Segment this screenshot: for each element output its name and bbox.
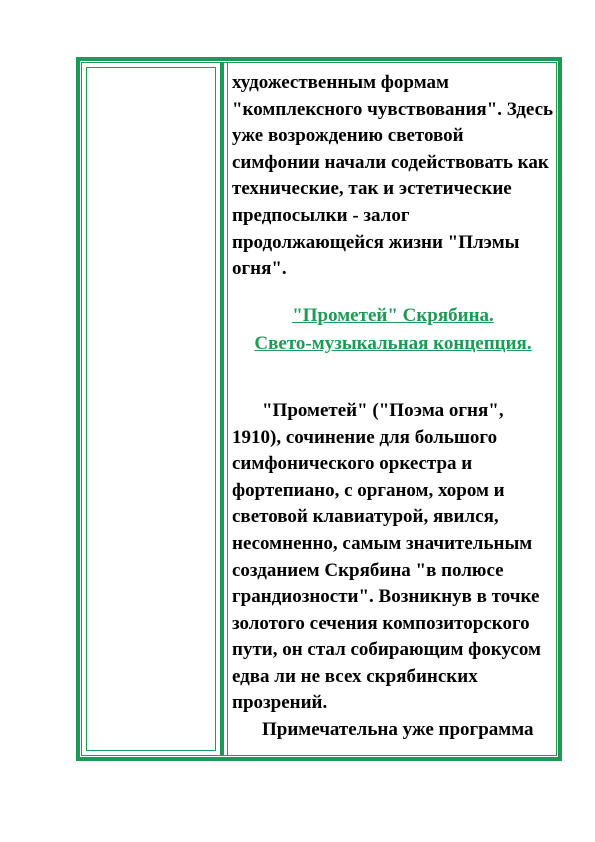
spacer [232, 358, 554, 398]
left-column-box [86, 67, 216, 751]
column-divider-thick [220, 62, 224, 756]
column-divider-thin [227, 62, 228, 756]
paragraph-2: "Прометей" ("Поэма огня", 1910), сочинение для большого симфонического оркестра и фортепиано, с органом, хором и световой клавиатурой, явился, несомненно, самым значительным созданием Скрябина "в полюсе грандиозности". Возникнув в точке золотого сечения композиторского пути, он стал собирающим фокусом едва ли не всех скрябинских прозрений. [232, 399, 541, 714]
section-heading-line-2: Свето-музыкальная концепция. [254, 333, 532, 355]
main-text-column [232, 70, 554, 744]
paragraph-3: Примечательна уже программа [262, 719, 534, 741]
paragraph-1: художественным формам "комплексного чувствования". Здесь уже возрождению световой симфонии начали содействовать как технические, так и эстетические предпосылки - залог продолжающейся жизни "Плэмы огня". [232, 72, 554, 280]
section-heading-line-1: "Прометей" Скрябина. [292, 304, 494, 326]
